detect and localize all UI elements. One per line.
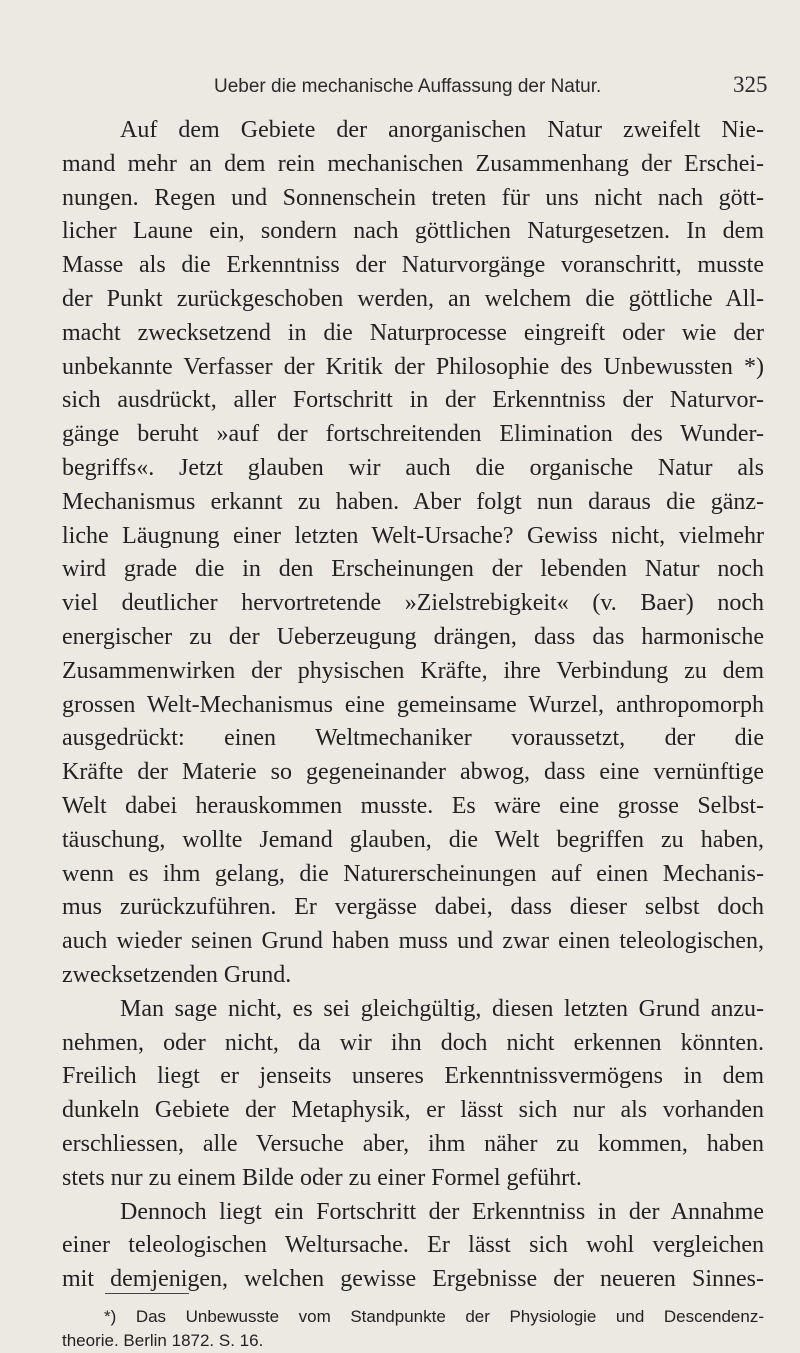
text-line: Freilich liegt er jenseits unseres Erkenntnissvermögens in dem: [62, 1063, 764, 1090]
footnote-line: *) Das Unbewusste vom Standpunkte der Physiologie und Descendenz-: [104, 1307, 764, 1326]
text-line: sich ausdrückt, aller Fortschritt in der Erkenntniss der Naturvor-: [62, 387, 764, 414]
footnote-divider: [105, 1293, 189, 1294]
text-line: der Punkt zurückgeschoben werden, an welchem die göttliche All-: [62, 285, 764, 312]
text-line: mit demjenigen, welchen gewisse Ergebnisse der neueren Sinnes-: [62, 1266, 764, 1293]
text-line: Man sage nicht, es sei gleichgültig, diesen letzten Grund anzu-: [120, 995, 764, 1022]
text-line: erschliessen, alle Versuche aber, ihm näher zu kommen, haben: [62, 1130, 764, 1157]
text-line: Welt dabei herauskommen musste. Es wäre eine grosse Selbst-: [62, 792, 764, 819]
text-line: nehmen, oder nicht, da wir ihn doch nicht erkennen könnten.: [62, 1029, 764, 1056]
text-line: licher Laune ein, sondern nach göttlichen Naturgesetzen. In dem: [62, 218, 764, 245]
text-line: nungen. Regen und Sonnenschein treten für uns nicht nach gött-: [62, 184, 764, 211]
footnote: [62, 1305, 764, 1353]
text-line: ausgedrückt: einen Weltmechaniker voraussetzt, der die: [62, 725, 764, 752]
text-line: auch wieder seinen Grund haben muss und zwar einen teleologischen,: [62, 928, 764, 955]
text-line: wird grade die in den Erscheinungen der lebenden Natur noch: [62, 556, 764, 583]
text-line: Kräfte der Materie so gegeneinander abwog, dass eine vernünftige: [62, 759, 764, 786]
text-line: macht zwecksetzend in die Naturprocesse eingreift oder wie der: [62, 319, 764, 346]
text-line: gänge beruht »auf der fortschreitenden Elimination des Wunder-: [62, 421, 764, 448]
body-text: [62, 114, 764, 1297]
text-line: Masse als die Erkenntniss der Naturvorgänge voranschritt, musste: [62, 252, 764, 279]
text-line: liche Läugnung einer letzten Welt-Ursache? Gewiss nicht, vielmehr: [62, 522, 764, 549]
page-number: 325: [733, 72, 768, 97]
text-line: Dennoch liegt ein Fortschritt der Erkenntniss in der Annahme: [120, 1198, 764, 1225]
text-line: wenn es ihm gelang, die Naturerscheinungen auf einen Mechanis-: [62, 860, 764, 887]
text-line: Mechanismus erkannt zu haben. Aber folgt nun daraus die gänz-: [62, 488, 764, 515]
text-line: einer teleologischen Weltursache. Er lässt sich wohl vergleichen: [62, 1232, 764, 1259]
text-line: unbekannte Verfasser der Kritik der Philosophie des Unbewussten *): [62, 353, 764, 380]
text-line: mus zurückzuführen. Er vergässe dabei, dass dieser selbst doch: [62, 894, 764, 921]
text-line: dunkeln Gebiete der Metaphysik, er lässt sich nur als vorhanden: [62, 1097, 764, 1124]
text-line: viel deutlicher hervortretende »Zielstrebigkeit« (v. Baer) noch: [62, 590, 764, 617]
footnote-line: theorie. Berlin 1872. S. 16.: [62, 1331, 264, 1350]
text-line: begriffs«. Jetzt glauben wir auch die organische Natur als: [62, 454, 764, 481]
text-line: täuschung, wollte Jemand glauben, die Welt begriffen zu haben,: [62, 826, 764, 853]
text-line: mand mehr an dem rein mechanischen Zusammenhang der Erschei-: [62, 150, 764, 177]
text-line: zwecksetzenden Grund.: [62, 961, 292, 988]
running-title: Ueber die mechanische Auffassung der Natur.: [214, 76, 602, 97]
text-line: Zusammenwirken der physischen Kräfte, ihre Verbindung zu dem: [62, 657, 764, 684]
text-line: stets nur zu einem Bilde oder zu einer Formel geführt.: [62, 1164, 582, 1191]
text-line: energischer zu der Ueberzeugung drängen, dass das harmonische: [62, 623, 764, 650]
text-line: grossen Welt-Mechanismus eine gemeinsame Wurzel, anthropomorph: [62, 691, 764, 718]
text-line: Auf dem Gebiete der anorganischen Natur zweifelt Nie-: [120, 117, 764, 143]
